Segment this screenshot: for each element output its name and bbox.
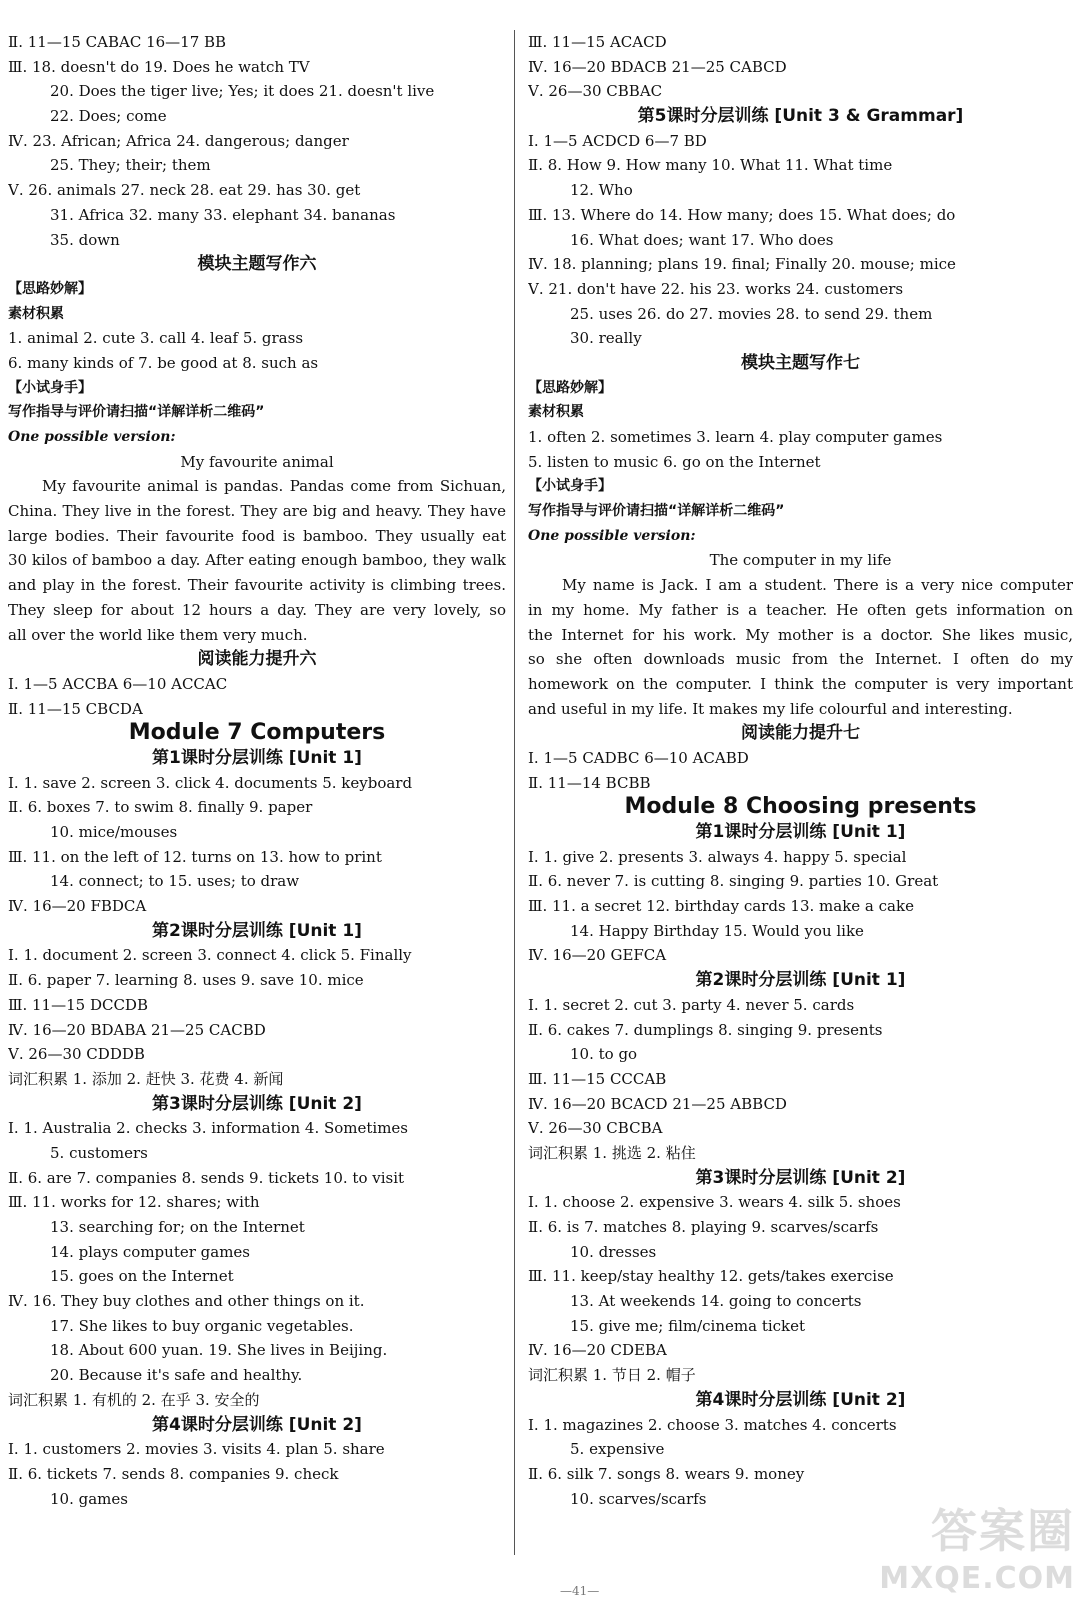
subsection-label: 【思路妙解】	[528, 379, 612, 396]
subsection-label: 【小试身手】	[8, 379, 92, 396]
subsection-label: 素材积累	[528, 404, 584, 421]
answer-line: Ⅳ. 16—20 BDACB 21—25 CABCD	[528, 57, 787, 76]
column-divider	[514, 30, 515, 1555]
answer-line: 13. searching for; on the Internet	[50, 1218, 305, 1236]
answer-line: Ⅴ. 21. don't have 22. his 23. works 24. customers	[528, 279, 904, 298]
answer-line: 20. Because it's safe and healthy.	[50, 1366, 303, 1385]
answer-line: Ⅱ. 6. tickets 7. sends 8. companies 9. check	[8, 1464, 339, 1483]
section-heading: 模块主题写作七	[741, 352, 860, 373]
section-heading: 第2课时分层训练 [Unit 1]	[152, 920, 362, 941]
answer-line: Ⅲ. 11. a secret 12. birthday cards 13. make a cake	[528, 897, 914, 916]
answer-line: Ⅰ. 1. secret 2. cut 3. party 4. never 5. cards	[528, 995, 855, 1014]
right-column	[528, 30, 1073, 1511]
answer-line: Ⅱ. 6. are 7. companies 8. sends 9. tickets 10. to visit	[8, 1168, 405, 1187]
section-heading: 第1课时分层训练 [Unit 1]	[152, 747, 362, 768]
essay-line: large bodies. Their favourite food is bamboo. They usually eat	[8, 526, 506, 545]
answer-line: 5. listen to music 6. go on the Internet	[528, 452, 821, 471]
answer-line: 14. connect; to 15. uses; to draw	[50, 872, 300, 891]
answer-line: Ⅰ. 1—5 CADBC 6—10 ACABD	[528, 748, 749, 767]
subsection-label: 【小试身手】	[528, 478, 612, 495]
essay-line: 30 kilos of bamboo a day. After eating enough bamboo, they walk	[8, 551, 506, 570]
answer-line: 1. often 2. sometimes 3. learn 4. play computer games	[528, 428, 943, 446]
answer-line: Ⅲ. 11. on the left of 12. turns on 13. how to print	[8, 847, 382, 866]
essay-title: The computer in my life	[709, 551, 892, 570]
section-heading: 第4课时分层训练 [Unit 2]	[695, 1389, 906, 1410]
essay-line: in my home. My father is a teacher. He often gets information on	[528, 600, 1073, 619]
answer-line: Ⅱ. 8. How 9. How many 10. What 11. What time	[528, 156, 893, 175]
answer-line: Ⅱ. 6. silk 7. songs 8. wears 9. money	[528, 1464, 805, 1483]
answer-line: 14. plays computer games	[50, 1242, 251, 1261]
essay-line: and play in the forest. Their favourite activity is climbing trees.	[8, 576, 506, 595]
answer-line: Ⅰ. 1—5 ACDCD 6—7 BD	[528, 131, 707, 150]
answer-line: Ⅲ. 11. keep/stay healthy 12. gets/takes exercise	[528, 1267, 894, 1286]
answer-line: Ⅰ. 1. save 2. screen 3. click 4. documents 5. keyboard	[8, 773, 413, 792]
answer-line: Ⅱ. 6. paper 7. learning 8. uses 9. save 10. mice	[8, 971, 364, 990]
version-label: One possible version:	[8, 429, 176, 445]
answer-line: Ⅴ. 26—30 CBCBA	[528, 1119, 663, 1138]
answer-line: Ⅱ. 11—15 CABAC 16—17 BB	[8, 33, 227, 51]
answer-line: Ⅳ. 16—20 FBDCA	[8, 897, 147, 916]
module-heading: Module 7 Computers	[128, 721, 386, 746]
essay-line: My name is Jack. I am a student. There is a very nice computer	[562, 576, 1073, 595]
answer-line: Ⅳ. 16—20 GEFCA	[528, 946, 667, 965]
answer-line: Ⅴ. 26—30 CDDDB	[8, 1045, 145, 1064]
answer-line: 31. Africa 32. many 33. elephant 34. bananas	[50, 205, 396, 224]
answer-line: Ⅲ. 11—15 CCCAB	[528, 1069, 667, 1088]
essay-line: and useful in my life. It makes my life colourful and interesting.	[528, 699, 1013, 718]
answer-line: 词汇积累 1. 有机的 2. 在乎 3. 安全的	[8, 1390, 260, 1409]
answer-line: Ⅰ. 1—5 ACCBA 6—10 ACCAC	[8, 674, 228, 693]
watermark-logo-text: 答案圈	[931, 1504, 1075, 1558]
module-heading: Module 8 Choosing presents	[624, 795, 977, 820]
essay-line: homework on the computer. I think the computer is very important	[528, 674, 1073, 693]
watermark-url: MXQE.COM	[879, 1561, 1075, 1596]
answer-line: 10. mice/mouses	[50, 823, 178, 841]
section-heading: 阅读能力提升六	[197, 649, 317, 670]
answer-line: Ⅰ. 1. give 2. presents 3. always 4. happy 5. special	[528, 847, 907, 866]
answer-line: 25. uses 26. do 27. movies 28. to send 29. them	[570, 304, 933, 323]
answer-line: 6. many kinds of 7. be good at 8. such as	[8, 353, 319, 372]
essay-title: My favourite animal	[180, 452, 334, 471]
answer-line: Ⅴ. 26. animals 27. neck 28. eat 29. has 30. get	[8, 181, 361, 200]
answer-line: 5. expensive	[570, 1440, 665, 1459]
answer-line: Ⅳ. 16. They buy clothes and other things on it.	[8, 1292, 365, 1311]
answer-line: Ⅰ. 1. Australia 2. checks 3. information 4. Sometimes	[8, 1119, 409, 1138]
essay-line: all over the world like them very much.	[8, 625, 308, 644]
subsection-label: 写作指导与评价请扫描“详解详析二维码”	[528, 503, 785, 520]
answer-line: Ⅲ. 13. Where do 14. How many; does 15. What does; do	[528, 205, 956, 224]
answer-line: 1. animal 2. cute 3. call 4. leaf 5. grass	[8, 329, 304, 348]
answer-line: 词汇积累 1. 节日 2. 帽子	[528, 1366, 696, 1385]
answer-line: 13. At weekends 14. going to concerts	[570, 1292, 862, 1311]
answer-line: 词汇积累 1. 添加 2. 赶快 3. 花费 4. 新闻	[8, 1069, 284, 1088]
answer-line: 18. About 600 yuan. 19. She lives in Beijing.	[50, 1341, 388, 1360]
section-heading: 模块主题写作六	[197, 254, 317, 275]
essay-line: My favourite animal is pandas. Pandas come from Sichuan,	[42, 477, 506, 496]
answer-line: Ⅱ. 11—15 CBCDA	[8, 699, 143, 718]
answer-line: Ⅲ. 11. works for 12. shares; with	[8, 1193, 260, 1212]
answer-line: Ⅰ. 1. magazines 2. choose 3. matches 4. concerts	[528, 1415, 897, 1434]
section-heading: 第2课时分层训练 [Unit 1]	[695, 970, 906, 991]
answer-line: Ⅰ. 1. document 2. screen 3. connect 4. click 5. Finally	[8, 946, 412, 965]
version-label: One possible version:	[528, 527, 696, 544]
answer-line: Ⅴ. 26—30 CBBAC	[528, 82, 663, 101]
section-heading: 第4课时分层训练 [Unit 2]	[152, 1414, 362, 1435]
answer-line: Ⅳ. 16—20 BCACD 21—25 ABBCD	[528, 1094, 787, 1113]
answer-line: 20. Does the tiger live; Yes; it does 21. doesn't live	[50, 82, 435, 101]
answer-line: 30. really	[570, 329, 642, 348]
answer-line: 10. games	[50, 1489, 128, 1508]
answer-line: 10. to go	[570, 1045, 638, 1064]
answer-line: 15. goes on the Internet	[50, 1267, 234, 1286]
answer-line: Ⅳ. 16—20 CDEBA	[528, 1341, 667, 1360]
answer-line: 12. Who	[570, 181, 633, 200]
answer-line: Ⅱ. 6. boxes 7. to swim 8. finally 9. paper	[8, 798, 313, 817]
left-column	[8, 30, 506, 1511]
section-heading: 第3课时分层训练 [Unit 2]	[152, 1093, 362, 1114]
answer-line: Ⅳ. 23. African; Africa 24. dangerous; danger	[8, 131, 349, 150]
answer-line: 14. Happy Birthday 15. Would you like	[570, 921, 864, 940]
essay-line: the Internet for his work. My mother is a doctor. She likes music,	[528, 625, 1073, 644]
answer-line: 10. scarves/scarfs	[570, 1489, 707, 1508]
answer-line: 17. She likes to buy organic vegetables.	[50, 1316, 354, 1335]
answer-line: Ⅱ. 11—14 BCBB	[528, 773, 651, 792]
answer-line: 22. Does; come	[50, 107, 167, 126]
page-number: —41—	[560, 1584, 600, 1598]
answer-line: Ⅲ. 11—15 ACACD	[528, 33, 667, 51]
section-heading: 第3课时分层训练 [Unit 2]	[695, 1167, 906, 1188]
answer-line: Ⅰ. 1. choose 2. expensive 3. wears 4. silk 5. shoes	[528, 1193, 901, 1212]
subsection-label: 素材积累	[8, 305, 64, 322]
answer-line: Ⅲ. 11—15 DCCDB	[8, 995, 148, 1014]
subsection-label: 【思路妙解】	[8, 280, 92, 297]
section-heading: 第1课时分层训练 [Unit 1]	[695, 822, 906, 842]
answer-line: 25. They; their; them	[50, 156, 211, 175]
answer-line: 35. down	[50, 230, 120, 249]
subsection-label: 写作指导与评价请扫描“详解详析二维码”	[8, 404, 265, 421]
answer-line: 10. dresses	[570, 1242, 657, 1261]
answer-line: 词汇积累 1. 挑选 2. 粘住	[528, 1143, 696, 1162]
essay-line: They sleep for about 12 hours a day. They are very lovely, so	[8, 600, 506, 619]
section-heading: 第5课时分层训练 [Unit 3 & Grammar]	[637, 106, 964, 127]
answer-line: 15. give me; film/cinema ticket	[570, 1316, 806, 1335]
answer-line: 5. customers	[50, 1143, 148, 1162]
watermark	[879, 1495, 1075, 1596]
essay-line: so she often downloads music from the Internet. I often do my	[528, 650, 1073, 669]
answer-line: 16. What does; want 17. Who does	[570, 230, 834, 249]
answer-line: Ⅲ. 18. doesn't do 19. Does he watch TV	[8, 57, 310, 76]
essay-line: China. They live in the forest. They are big and heavy. They have	[8, 502, 506, 521]
answer-line: Ⅳ. 16—20 BDABA 21—25 CACBD	[8, 1020, 266, 1039]
section-heading: 阅读能力提升七	[741, 723, 860, 744]
answer-line: Ⅱ. 6. cakes 7. dumplings 8. singing 9. presents	[528, 1020, 883, 1039]
answer-line: Ⅱ. 6. never 7. is cutting 8. singing 9. parties 10. Great	[528, 872, 939, 891]
answer-line: Ⅳ. 18. planning; plans 19. final; Finally 20. mouse; mice	[528, 255, 956, 274]
answer-line: Ⅰ. 1. customers 2. movies 3. visits 4. plan 5. share	[8, 1440, 385, 1459]
answer-line: Ⅱ. 6. is 7. matches 8. playing 9. scarves/scarfs	[528, 1218, 879, 1236]
